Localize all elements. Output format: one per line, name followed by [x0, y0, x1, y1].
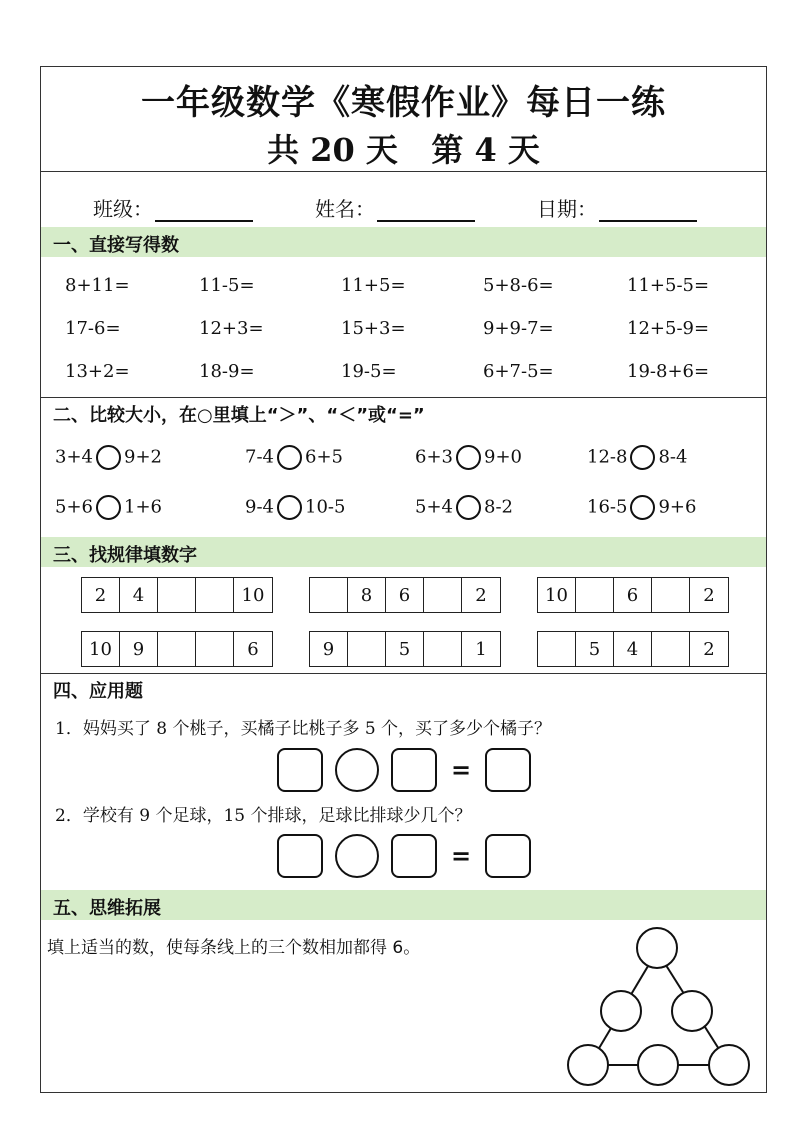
sequence-cell: 1 [475, 638, 487, 660]
section-header-5 [41, 890, 766, 920]
equals-sign: = [451, 756, 472, 784]
comparison-right: 9+6 [658, 496, 697, 518]
worksheet [40, 66, 767, 1093]
calc-problem: 8+11= [65, 275, 130, 296]
section-title: 一、直接写得数 [53, 235, 179, 256]
sequence-cell: 6 [386, 578, 424, 612]
name-field[interactable] [315, 193, 475, 222]
comparison-right: 8-4 [658, 446, 688, 468]
sequence-cell: 4 [614, 632, 652, 666]
sequence-cell: 6 [614, 578, 652, 612]
section-title: 四、应用题 [53, 681, 143, 702]
number-sequence [309, 577, 501, 613]
comparison-item [55, 495, 162, 520]
calc-problem: 9+9-7= [483, 318, 554, 339]
divider [41, 673, 766, 674]
number-sequence [81, 577, 273, 613]
sequence-blank-cell[interactable] [348, 632, 386, 666]
name-label: 姓名： [315, 197, 375, 221]
number-sequence [81, 631, 273, 667]
sequence-blank-cell[interactable] [196, 578, 234, 612]
comparison-right: 1+6 [124, 496, 162, 518]
puzzle-circle-top [637, 928, 677, 968]
sequence-cell: 2 [703, 584, 715, 606]
section-title: 三、找规律填数字 [53, 545, 197, 566]
triangle-puzzle [559, 919, 759, 1091]
comparison-item [55, 445, 162, 470]
calc-problem: 11-5= [199, 275, 255, 296]
puzzle-circle-bottom-left [568, 1045, 608, 1085]
calc-problem: 5+8-6= [483, 275, 554, 296]
sequence-blank-cell[interactable] [158, 578, 196, 612]
number-sequence [537, 631, 729, 667]
number-sequence [537, 577, 729, 613]
sequence-cell: 8 [348, 578, 386, 612]
comparison-left: 9-4 [245, 496, 274, 518]
calc-problem: 12+3= [199, 318, 264, 339]
sequence-cell: 4 [120, 578, 158, 612]
sequence-cell: 5 [386, 632, 424, 666]
comparison-left: 3+4 [55, 446, 93, 468]
compare-circle[interactable] [630, 445, 655, 470]
sequence-blank-cell[interactable] [538, 632, 576, 666]
section-header-3 [41, 537, 766, 567]
number-sequence [309, 631, 501, 667]
compare-circle[interactable] [277, 445, 302, 470]
answer-box[interactable] [277, 834, 323, 878]
sequence-cell: 10 [538, 578, 576, 612]
sequence-cell: 2 [475, 584, 487, 606]
puzzle-circle-bottom-middle [638, 1045, 678, 1085]
worksheet-title: 一年级数学《寒假作业》每日一练 [141, 83, 666, 123]
sequence-cell: 9 [120, 632, 158, 666]
sequence-cell: 9 [310, 632, 348, 666]
sequence-cell: 10 [82, 632, 120, 666]
calc-problem: 19-8+6= [627, 361, 710, 382]
calc-problem: 19-5= [341, 361, 397, 382]
sequence-blank-cell[interactable] [576, 578, 614, 612]
operator-circle[interactable] [335, 748, 379, 792]
comparison-item [587, 495, 696, 520]
puzzle-circle-bottom-right [709, 1045, 749, 1085]
comparison-right: 9+0 [484, 446, 522, 468]
calc-problem: 13+2= [65, 361, 130, 382]
result-box[interactable] [485, 834, 531, 878]
class-blank[interactable] [155, 198, 253, 222]
section-title: 二、比较大小，在○里填上“＞”、“＜”或“=” [53, 405, 425, 426]
sequence-blank-cell[interactable] [424, 578, 462, 612]
sequence-blank-cell[interactable] [310, 578, 348, 612]
date-blank[interactable] [599, 198, 697, 222]
date-label: 日期： [537, 197, 597, 221]
answer-box[interactable] [391, 748, 437, 792]
calc-problem: 15+3= [341, 318, 406, 339]
sequence-cell: 2 [703, 638, 715, 660]
operator-circle[interactable] [335, 834, 379, 878]
compare-circle[interactable] [96, 495, 121, 520]
comparison-item [587, 445, 687, 470]
sequence-cell: 6 [247, 638, 259, 660]
divider [41, 171, 766, 172]
comparison-left: 6+3 [415, 446, 453, 468]
comparison-left: 5+6 [55, 496, 93, 518]
sequence-blank-cell[interactable] [196, 632, 234, 666]
calc-problem: 18-9= [199, 361, 255, 382]
class-field[interactable] [93, 193, 253, 222]
comparison-left: 7-4 [245, 446, 274, 468]
compare-circle[interactable] [96, 445, 121, 470]
sequence-cell: 10 [241, 584, 265, 606]
sequence-blank-cell[interactable] [424, 632, 462, 666]
comparison-right: 8-2 [484, 496, 513, 518]
worksheet-subtitle: 共 20 天 第 4 天 [267, 131, 540, 169]
word-problem-2: 2．学校有 9 个足球，15 个排球，足球比排球少几个？ [55, 806, 472, 826]
calc-problem: 12+5-9= [627, 318, 710, 339]
sequence-blank-cell[interactable] [158, 632, 196, 666]
comparison-item [245, 495, 345, 520]
calc-problem: 11+5= [341, 275, 406, 296]
thinking-problem: 填上适当的数，使每条线上的三个数相加都得 6。 [47, 938, 421, 958]
comparison-right: 10-5 [305, 496, 346, 518]
comparison-right: 6+5 [305, 446, 343, 468]
answer-box[interactable] [391, 834, 437, 878]
calc-problem: 17-6= [65, 318, 121, 339]
comparison-item [415, 495, 513, 520]
divider [41, 397, 766, 398]
puzzle-circle-right-middle [672, 991, 712, 1031]
sequence-cell: 2 [82, 578, 120, 612]
equals-sign: = [451, 842, 472, 870]
calc-problem: 11+5-5= [627, 275, 710, 296]
calc-problem: 6+7-5= [483, 361, 554, 382]
answer-box[interactable] [277, 748, 323, 792]
sequence-cell: 5 [576, 632, 614, 666]
comparison-left: 16-5 [587, 496, 628, 518]
compare-circle[interactable] [456, 445, 481, 470]
comparison-left: 12-8 [587, 446, 628, 468]
comparison-item [245, 445, 343, 470]
answer-equation-2 [277, 834, 531, 878]
date-field[interactable] [537, 193, 697, 222]
result-box[interactable] [485, 748, 531, 792]
comparison-item [415, 445, 522, 470]
sequence-blank-cell[interactable] [652, 578, 690, 612]
compare-circle[interactable] [456, 495, 481, 520]
word-problem-1: 1．妈妈买了 8 个桃子，买橘子比桃子多 5 个，买了多少个橘子？ [55, 719, 552, 739]
class-label: 班级： [93, 197, 153, 221]
comparison-left: 5+4 [415, 496, 453, 518]
section-header-1 [41, 227, 766, 257]
compare-circle[interactable] [630, 495, 655, 520]
name-blank[interactable] [377, 198, 475, 222]
sequence-blank-cell[interactable] [652, 632, 690, 666]
puzzle-circle-left-middle [601, 991, 641, 1031]
section-title: 五、思维拓展 [53, 898, 161, 919]
comparison-right: 9+2 [124, 446, 162, 468]
answer-equation-1 [277, 748, 531, 792]
compare-circle[interactable] [277, 495, 302, 520]
